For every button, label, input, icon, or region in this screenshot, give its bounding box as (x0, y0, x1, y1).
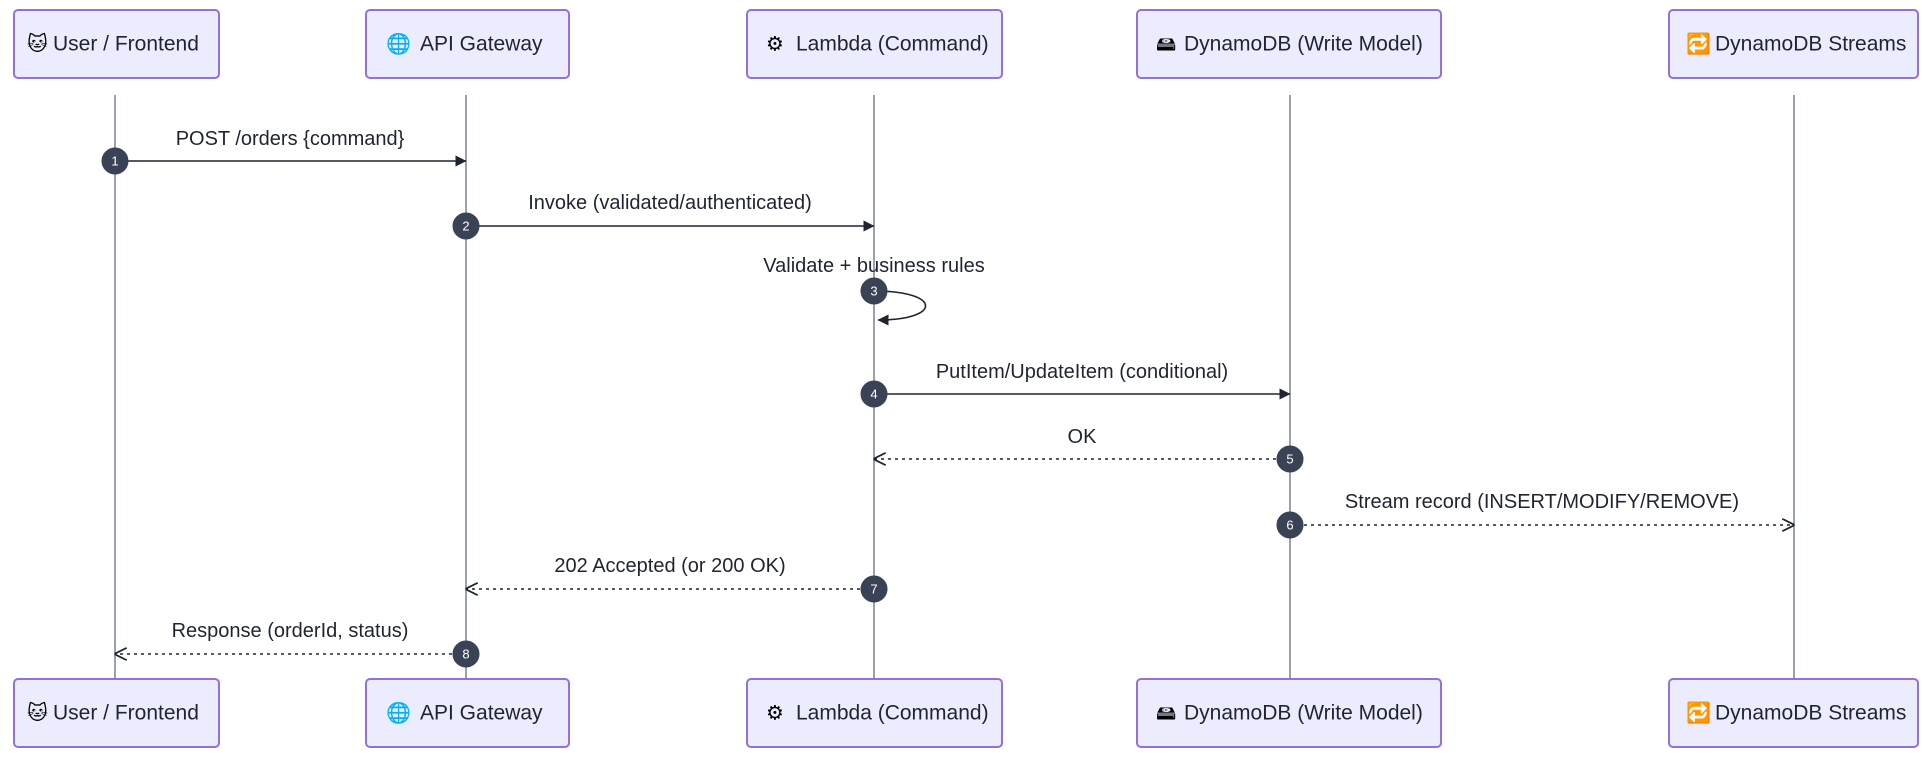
participant-bottom-streams[interactable] (1669, 679, 1918, 747)
sequence-badge-label: 3 (870, 283, 878, 299)
repeat-icon: 🔁 (1686, 31, 1711, 56)
message-label: POST /orders {command} (175, 128, 405, 150)
message-label: Response (orderId, status) (171, 620, 409, 642)
lifelines (115, 95, 1794, 679)
database-icon: 🖴 (1156, 700, 1177, 725)
sequence-badge-label: 4 (870, 386, 878, 402)
sequence-badge-label: 6 (1286, 517, 1294, 533)
message-label: PutItem/UpdateItem (conditional) (935, 361, 1229, 383)
globe-icon: 🌐 (386, 31, 411, 56)
sequence-badge-label: 5 (1286, 451, 1294, 467)
participant-label: DynamoDB Streams (1715, 701, 1907, 725)
participant-label: User / Frontend (53, 701, 199, 725)
message-5 (874, 426, 1303, 472)
gear-icon: ⚙ (766, 31, 784, 56)
message-label: Validate + business rules (763, 255, 985, 277)
participant-top-apigw[interactable] (366, 10, 569, 78)
message-4 (861, 361, 1290, 407)
message-2 (453, 192, 874, 239)
participant-bottom-ddb[interactable] (1137, 679, 1441, 747)
participant-label: User / Frontend (53, 32, 199, 56)
participant-label: DynamoDB Streams (1715, 32, 1907, 56)
participant-label: DynamoDB (Write Model) (1184, 32, 1423, 56)
participant-label: API Gateway (420, 32, 543, 56)
cat-face-icon: 🐱 (27, 700, 48, 725)
participant-bottom-apigw[interactable] (366, 679, 569, 747)
cat-face-icon: 🐱 (27, 31, 48, 56)
database-icon: 🖴 (1156, 31, 1177, 56)
participant-bottom-lambda[interactable] (747, 679, 1002, 747)
message-label: Invoke (validated/authenticated) (528, 192, 812, 214)
globe-icon: 🌐 (386, 700, 411, 725)
repeat-icon: 🔁 (1686, 700, 1711, 725)
participant-top-ddb[interactable] (1137, 10, 1441, 78)
sequence-badge-label: 8 (462, 646, 470, 662)
sequence-badge-label: 1 (111, 153, 119, 169)
participant-label: DynamoDB (Write Model) (1184, 701, 1423, 725)
message-label: OK (1067, 426, 1097, 448)
message-label: Stream record (INSERT/MODIFY/REMOVE) (1344, 491, 1740, 513)
participant-label: API Gateway (420, 701, 543, 725)
message-6 (1277, 491, 1794, 538)
participant-bottom-user[interactable] (14, 679, 219, 747)
message-8 (115, 620, 479, 667)
sequence-badge-label: 2 (462, 218, 470, 234)
participant-top-lambda[interactable] (747, 10, 1002, 78)
gear-icon: ⚙ (766, 700, 784, 725)
message-1 (102, 128, 466, 174)
sequence-badge-label: 7 (870, 581, 878, 597)
participant-top-streams[interactable] (1669, 10, 1918, 78)
participant-top-user[interactable] (14, 10, 219, 78)
message-7 (466, 555, 887, 602)
participant-label: Lambda (Command) (796, 701, 989, 725)
message-label: 202 Accepted (or 200 OK) (554, 555, 786, 577)
participant-label: Lambda (Command) (796, 32, 989, 56)
